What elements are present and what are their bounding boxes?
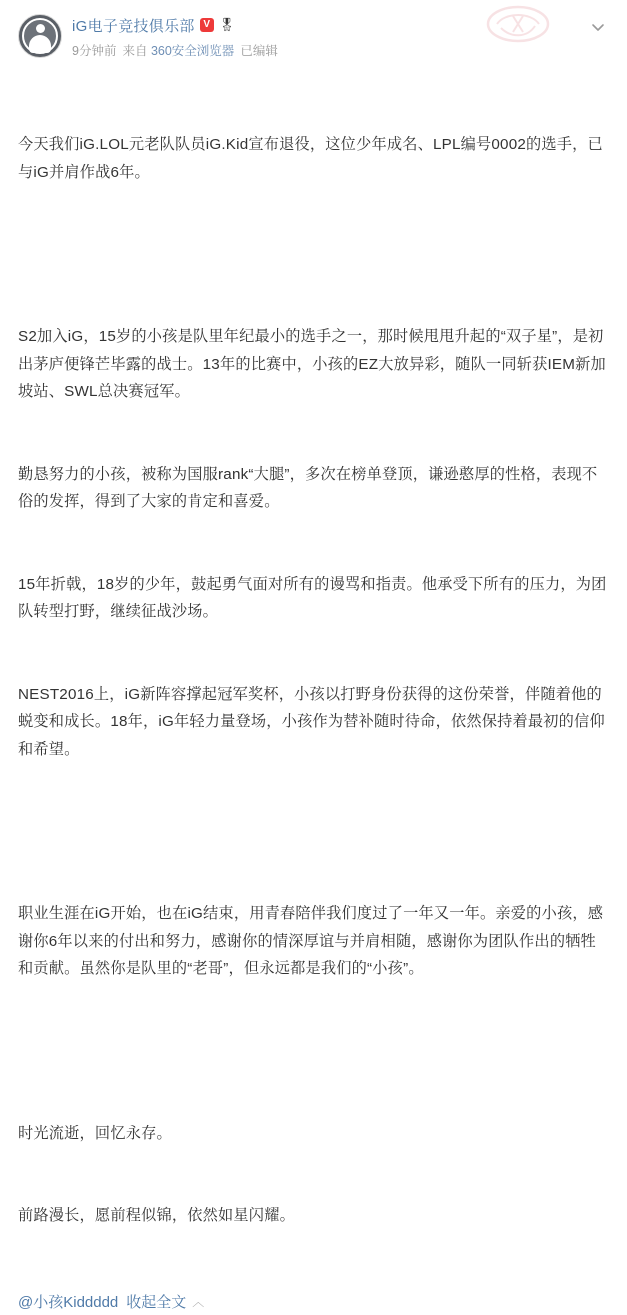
post-source <box>122 41 234 59</box>
post-paragraph: 15年折戟，18岁的少年，鼓起勇气面对所有的谩骂和指责。他承受下所有的压力，为团队转型打野，继续征战沙场。 <box>18 575 607 620</box>
post-header <box>18 14 609 66</box>
author-name[interactable]: iG电子竞技俱乐部 <box>72 17 195 35</box>
avatar-body-shape <box>29 35 51 53</box>
paragraph-gap <box>18 241 609 268</box>
post-paragraph: 今天我们iG.LOL元老队队员iG.Kid宣布退役，这位少年成名、LPL编号0002的选手，已与iG并肩作战6年。 <box>18 136 603 181</box>
verified-icon[interactable]: V <box>200 18 214 32</box>
post-paragraph: 前路漫长，愿前程似锦，依然如星闪耀。 <box>18 1207 295 1224</box>
paragraph-gap <box>18 818 609 845</box>
collapse-text-button[interactable]: 收起全文 <box>126 1293 187 1311</box>
paragraph-gap <box>18 1038 609 1065</box>
author-block <box>72 14 587 59</box>
post-time[interactable]: 9分钟前 <box>72 44 117 58</box>
post-footer <box>18 1291 609 1315</box>
avatar-head-shape <box>36 24 45 33</box>
author-name-row <box>72 14 587 36</box>
post-paragraph: S2加入iG，15岁的小孩是队里年纪最小的选手之一，那时候甩甩升起的“双子星”，是初出茅庐便锋芒毕露的战士。13年的比赛中，小孩的EZ大放异彩，随队一同斩获IEM新加坡站、SWL总决赛冠军。 <box>18 328 606 400</box>
medal-icon[interactable]: 🎖 <box>218 17 236 32</box>
avatar[interactable] <box>18 14 62 58</box>
source-prefix: 来自 <box>122 44 148 58</box>
post-paragraph: 时光流逝，回忆永存。 <box>18 1124 172 1142</box>
source-name[interactable]: 360安全浏览器 <box>150 44 235 58</box>
caret-up-icon[interactable]: ︿ <box>192 1294 205 1309</box>
post-meta <box>72 41 587 59</box>
post-paragraph: 职业生涯在iG开始，也在iG结束，用青春陪伴我们度过了一年又一年。亲爱的小孩，感谢你6年以来的付出和努力，感谢你的情深厚谊与并肩相随，感谢你为团队作出的牺牲和贡献。虽然你是队里的“老哥”，但永远都是我们的“小孩”。 <box>18 905 604 977</box>
post-paragraph: NEST2016上，iG新阵容撑起冠军奖杯，小孩以打野身份获得的这份荣誉，伴随着他的蜕变和成长。18年，iG年轻力量登场，小孩作为替补随时待命，依然保持着最初的信仰和希望。 <box>18 685 605 758</box>
edited-label: 已编辑 <box>240 44 278 58</box>
chevron-down-icon[interactable] <box>587 16 609 38</box>
mention-link[interactable]: @小孩Kiddddd <box>18 1293 119 1311</box>
post-content <box>18 76 609 1285</box>
post-paragraph: 勤恳努力的小孩，被称为国服rank“大腿”，多次在榜单登顶，谦逊憨厚的性格，表现不俗的发挥，得到了大家的肯定和喜爱。 <box>18 465 598 510</box>
